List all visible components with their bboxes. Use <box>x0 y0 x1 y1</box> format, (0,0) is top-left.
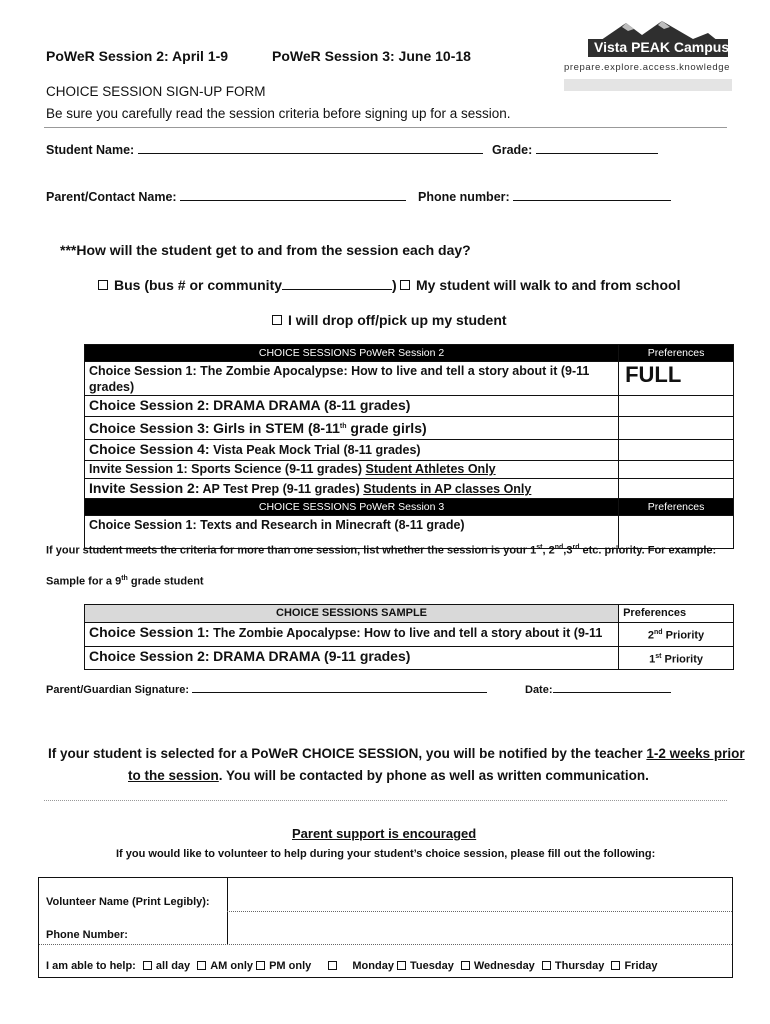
preference-cell <box>619 440 734 461</box>
checkbox-icon <box>98 280 108 290</box>
notice-line1: If your student is selected for a PoWeR CHOICE SESSION, you will be notified by the teacher 1-2 weeks prior <box>48 746 745 761</box>
checkbox-icon <box>397 961 406 970</box>
logo-tagline: prepare.explore.access.knowledge <box>564 62 731 73</box>
checkbox-icon <box>197 961 206 970</box>
signature-row <box>46 681 487 696</box>
form-title: CHOICE SESSION SIGN-UP FORM <box>46 84 266 99</box>
phone-row <box>418 189 671 204</box>
table-header-preferences: Preferences <box>619 345 734 362</box>
signature-line <box>192 681 487 693</box>
sample-header-sessions: CHOICE SESSIONS SAMPLE <box>85 605 619 623</box>
preference-cell <box>619 396 734 417</box>
table-header-sessions: CHOICE SESSIONS PoWeR Session 2 <box>85 345 619 362</box>
volunteer-box <box>38 877 733 978</box>
sample-header-row <box>85 605 734 623</box>
sample-table <box>84 604 734 670</box>
checkbox-icon <box>461 961 470 970</box>
table-header-row <box>85 345 734 362</box>
transport-question: ***How will the student get to and from the session each day? <box>60 242 471 258</box>
student-name-row <box>46 142 483 157</box>
preference-cell <box>619 479 734 499</box>
table-row: Choice Session 1: The Zombie Apocalypse: How to live and tell a story about it (9-11 2nd Priority <box>85 623 734 647</box>
student-name-label: Student Name: <box>46 143 135 157</box>
title-divider <box>44 127 727 128</box>
table-row: Invite Session 2: AP Test Prep (9-11 grades) Students in AP classes Only <box>85 479 734 499</box>
bus-line <box>282 278 392 290</box>
parent-name-row <box>46 189 406 204</box>
table-row: Choice Session 3: Girls in STEM (8-11th grade girls) <box>85 417 734 440</box>
student-name-line <box>138 142 483 154</box>
date-label: Date: <box>525 684 553 696</box>
session2-heading: PoWeR Session 2: April 1-9 <box>46 48 229 64</box>
sample-intro: Sample for a 9th grade student <box>46 575 204 588</box>
preference-cell: 2nd Priority <box>619 623 734 647</box>
checkbox-icon <box>143 961 152 970</box>
checkbox-icon <box>542 961 551 970</box>
volunteer-name-line <box>227 911 732 912</box>
form-subtitle: Be sure you carefully read the session criteria before signing up for a session. <box>46 106 511 121</box>
table-row: Choice Session 1: The Zombie Apocalypse: How to live and tell a story about it (9-11 grades) FULL <box>85 362 734 396</box>
checkbox-icon <box>400 280 410 290</box>
grade-line <box>536 142 658 154</box>
volunteer-phone-line <box>39 944 732 945</box>
preference-cell <box>619 461 734 479</box>
preference-cell: 1st Priority <box>619 646 734 670</box>
signature-label: Parent/Guardian Signature: <box>46 684 190 696</box>
choice-sessions-table <box>84 344 734 549</box>
logo-title: Vista PEAK Campus <box>594 39 730 55</box>
campus-logo <box>558 17 738 95</box>
date-line <box>553 681 671 693</box>
phone-line <box>513 189 671 201</box>
grade-label: Grade: <box>492 143 533 157</box>
volunteer-phone-label: Phone Number: <box>46 929 128 941</box>
table-row: Choice Session 4: Vista Peak Mock Trial (8-11 grades) <box>85 440 734 461</box>
notice-line2: to the session. You will be contacted by phone as well as written communication. <box>128 768 649 783</box>
mountain-logo-icon <box>558 17 738 95</box>
table-header-preferences: Preferences <box>619 499 734 516</box>
date-row <box>525 681 671 696</box>
parent-name-line <box>180 189 406 201</box>
grade-row <box>492 142 658 157</box>
drop-option: I will drop off/pick up my student <box>272 312 507 328</box>
table-row: Choice Session 2: DRAMA DRAMA (9-11 grades) 1st Priority <box>85 646 734 670</box>
walk-option: My student will walk to and from school <box>400 277 680 293</box>
preference-cell <box>619 417 734 440</box>
parent-name-label: Parent/Contact Name: <box>46 190 177 204</box>
checkbox-icon <box>328 961 337 970</box>
volunteer-name-label: Volunteer Name (Print Legibly): <box>46 896 210 908</box>
table-row: Choice Session 1: Texts and Research in Minecraft (8-11 grade) <box>85 516 734 549</box>
checkbox-icon <box>256 961 265 970</box>
volunteer-subtitle: If you would like to volunteer to help during your student’s choice session, please fill out the following: <box>116 848 656 860</box>
sample-header-preferences: Preferences <box>619 605 734 623</box>
checkbox-icon <box>611 961 620 970</box>
full-label: FULL <box>619 362 734 396</box>
phone-label: Phone number: <box>418 190 510 204</box>
table-header-row <box>85 499 734 516</box>
session3-heading: PoWeR Session 3: June 10-18 <box>272 48 471 64</box>
checkbox-icon <box>272 315 282 325</box>
priority-note: If your student meets the criteria for more than one session, list whether the session is your 1st, 2nd,3rd etc. priority. For example: <box>46 544 717 557</box>
table-row: Choice Session 2: DRAMA DRAMA (8-11 grades) <box>85 396 734 417</box>
bus-option: Bus (bus # or community ) <box>98 277 397 293</box>
notice-divider <box>44 800 727 801</box>
volunteer-help-row: I am able to help: all day AM only PM only Monday Tuesday Wednesday Thursday Friday <box>46 960 658 972</box>
volunteer-title: Parent support is encouraged <box>292 826 477 841</box>
table-row: Invite Session 1: Sports Science (9-11 grades) Student Athletes Only <box>85 461 734 479</box>
table-header-sessions: CHOICE SESSIONS PoWeR Session 3 <box>85 499 619 516</box>
